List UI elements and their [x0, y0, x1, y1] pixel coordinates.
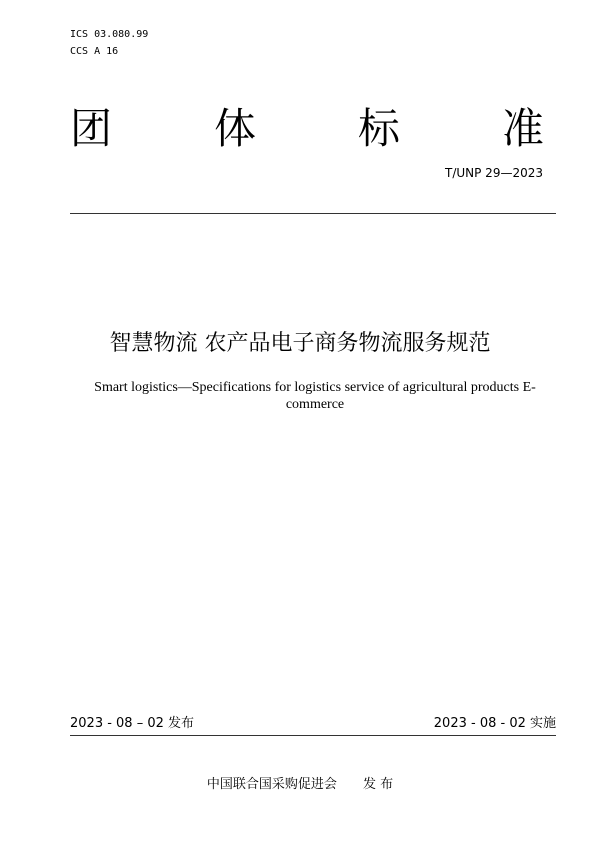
- ics-code: ICS 03.080.99: [70, 29, 149, 40]
- bottom-divider: [70, 735, 556, 736]
- publisher-line: [0, 777, 600, 793]
- top-divider: [70, 213, 556, 214]
- standard-type-char: 标: [357, 104, 400, 153]
- ccs-code: CCS A 16: [70, 46, 119, 57]
- implement-date: 2023 - 08 - 02 实施: [433, 716, 556, 731]
- standard-number: T/UNP 29—2023: [445, 166, 543, 180]
- standard-type-char: 准: [501, 104, 544, 153]
- standard-type-char: 体: [213, 104, 256, 153]
- standard-type-char: 团: [70, 104, 113, 153]
- chinese-title: 智慧物流 农产品电子商务物流服务规范: [109, 331, 491, 356]
- english-title: Smart logistics—Specifications for logistics service of agricultural products E-commerce: [94, 380, 536, 412]
- publish-date: 2023 - 08 – 02 发布: [70, 716, 195, 731]
- standard-type-heading: [70, 103, 544, 155]
- publisher-action: 发 布: [362, 777, 394, 792]
- publisher-name: 中国联合国采购促进会: [206, 777, 337, 792]
